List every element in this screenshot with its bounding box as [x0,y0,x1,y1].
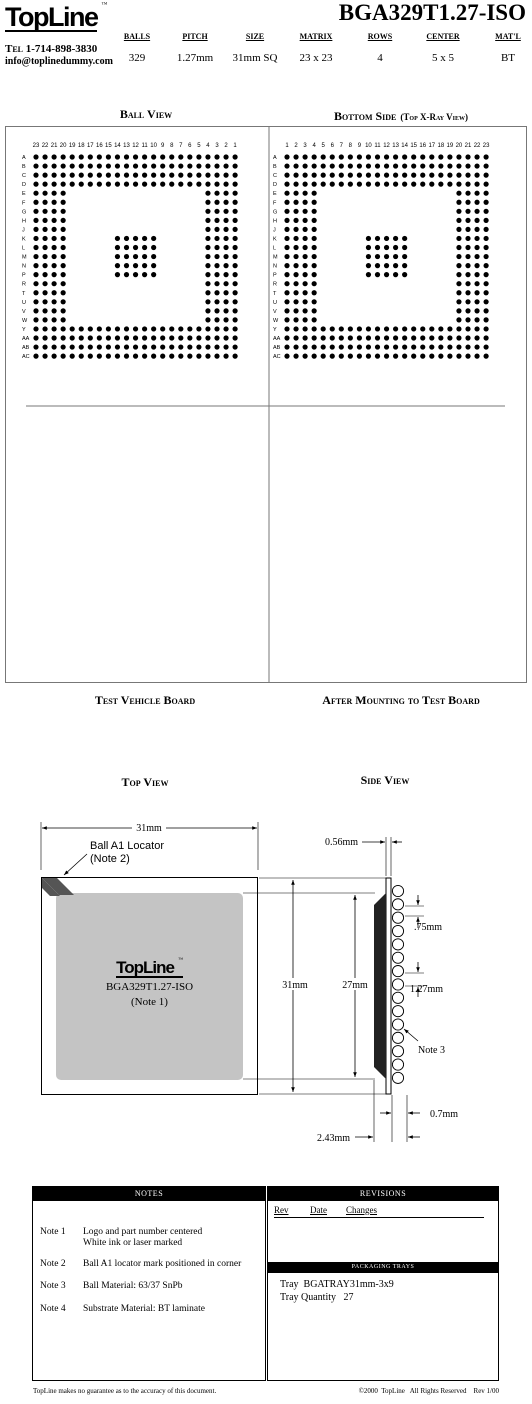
column-label: 8 [348,143,353,149]
dim-27-label: 27mm [342,980,368,991]
locator-label: Ball A1 Locator [90,840,164,852]
column-label: 12 [383,143,390,149]
column-label: 14 [114,143,121,149]
row-label: N [22,263,26,270]
column-label: 19 [446,143,454,149]
side-ball [392,1072,403,1083]
footer-copyright: ©2000 TopLine All Rights Reserved Rev 1/00 [358,1387,499,1395]
column-label: 11 [141,143,148,149]
column-label: 13 [123,143,130,149]
column-label: 5 [197,143,201,149]
side-ball [392,1032,403,1043]
row-label: D [22,182,26,189]
locator-leader [64,854,87,875]
substrate-side [386,878,391,1094]
row-label: R [22,281,26,288]
row-label: G [22,209,27,216]
row-label: P [273,272,277,279]
spec-label-4: ROWS [367,32,393,41]
dim-31-label: 31mm [282,980,308,991]
side-ball [392,1006,403,1017]
row-label: F [22,200,26,207]
tel-prefix: Tel [5,43,24,55]
row-label: V [22,308,26,315]
width-dim-label: 31mm [136,823,162,834]
row-label: AB [22,345,30,352]
email: info@topline​dummy.com [5,56,113,67]
bottom-side-sublabel: (Top X-Ray View) [400,112,469,122]
spec-value-2: 31mm SQ [232,52,278,64]
row-label: M [273,254,278,261]
column-label: 1 [233,143,237,149]
column-label: 22 [473,143,481,149]
revisions-columns [274,1205,484,1218]
row-label: A [273,155,277,161]
note-text-line2: White ink or laser marked [83,1238,183,1248]
packaging-qty: Tray Quantity 27 [280,1292,354,1303]
column-label: 2 [294,143,298,149]
row-label: P [22,272,26,279]
side-view-title: Side View [360,773,410,787]
row-label: G [273,209,278,216]
test-vehicle-title: Test Vehicle Board [94,693,196,707]
side-ball [392,1046,403,1057]
row-label: V [273,308,277,315]
note-number: Note 4 [40,1304,66,1314]
spec-value-5: 5 x 5 [432,52,454,64]
ball-view-title: Ball View [119,107,173,121]
row-label: AB [273,345,281,352]
row-label: T [22,290,26,297]
package-part-number: BGA329T1.27-ISO [105,981,194,993]
note-text: Ball Material: 63/37 SnPb [83,1281,183,1291]
package-marking [56,958,243,1008]
note3-label: Note 3 [418,1045,445,1056]
column-label: 4 [206,143,210,149]
note-text: Logo and part number centered [83,1227,203,1237]
trademark: ™ [101,2,108,8]
column-label: 14 [401,143,408,149]
spec-label-5: CENTER [426,32,460,41]
row-label: AC [22,354,30,361]
row-label: N [273,263,277,270]
side-view-balls [392,885,403,1083]
column-label: 17 [86,143,94,149]
column-label: 10 [365,143,372,149]
side-ball [392,885,403,896]
note3-leader [404,1029,418,1041]
column-label: 6 [330,143,334,149]
row-label: A [22,155,26,161]
column-label: 17 [428,143,436,149]
row-label: T [273,290,277,297]
row-label: J [273,227,276,234]
column-label: 3 [303,143,307,149]
column-label: 21 [50,143,58,149]
column-label: 13 [392,143,399,149]
top-view-title: Top View [121,775,169,789]
row-label: L [273,245,277,252]
row-label: K [22,236,26,243]
column-label: 2 [224,143,228,149]
row-label: AA [22,336,30,342]
spec-value-4: 4 [377,52,383,64]
row-label: W [273,317,279,324]
row-label: D [273,182,277,189]
revisions-header: REVISIONS [268,1187,498,1201]
notes-panel [32,1186,266,1381]
side-ball [392,952,403,963]
locator-note: (Note 2) [90,853,130,865]
side-ball [392,966,403,977]
bottom-side-label: Bottom Side [333,109,397,123]
dim-07-label: 0.7mm [430,1109,459,1120]
col-date: Date [310,1205,327,1215]
note-number: Note 1 [40,1227,66,1237]
side-ball [392,939,403,950]
tel-number: 1-714-898-3830 [25,43,98,55]
row-label: C [273,173,277,180]
column-label: 21 [464,143,472,149]
row-label: Y [273,326,277,333]
spec-value-3: 23 x 23 [299,52,333,64]
dim-075-label: .75mm [414,922,443,933]
revisions-panel [267,1186,499,1381]
column-label: 8 [170,143,174,149]
spec-label-6: MAT'L [495,32,521,41]
row-label: R [273,281,277,288]
column-label: 20 [59,143,67,149]
row-label: Y [22,326,26,333]
side-ball [392,1019,403,1030]
spec-label-0: BALLS [123,32,151,41]
column-label: 16 [419,143,427,149]
column-label: 7 [179,143,183,149]
spec-value-6: BT [500,52,516,64]
side-ball [392,899,403,910]
dim-056-label: 0.56mm [325,837,359,848]
packaging-header: PACKAGING TRAYS [268,1262,498,1273]
after-mounting-title: After Mounting to Test Board [322,693,480,707]
row-label: H [22,218,26,225]
mold-cap-side [374,893,386,1079]
column-label: 1 [285,143,289,149]
spec-label-1: PITCH [182,32,208,41]
column-label: 3 [215,143,219,149]
note-text: Substrate Material: BT laminate [83,1304,205,1314]
column-label: 9 [357,143,362,149]
spec-value-0: 329 [128,52,146,64]
column-label: 10 [150,143,157,149]
side-ball [392,925,403,936]
logo-text: TopLine [5,2,98,32]
spec-label-2: SIZE [245,32,265,41]
row-label: M [22,254,27,261]
side-ball [392,992,403,1003]
row-label: AA [273,336,281,342]
row-label: E [22,191,26,198]
dim-243-label: 2.43mm [317,1133,351,1144]
column-label: 15 [410,143,418,149]
package-note: (Note 1) [131,996,168,1008]
column-label: 19 [68,143,76,149]
note-number: Note 3 [40,1281,66,1291]
column-label: 22 [41,143,49,149]
row-label: E [273,191,277,198]
row-label: H [273,218,277,225]
col-changes: Changes [346,1205,377,1215]
side-ball [392,912,403,923]
spec-value-1: 1.27mm [176,52,214,64]
side-ball [392,979,403,990]
row-label: B [273,164,277,171]
document-title: BGA329T1.27-ISO [338,0,526,25]
column-label: 18 [437,143,445,149]
column-label: 4 [312,143,316,149]
notes-header: NOTES [33,1187,265,1201]
row-label: L [22,245,26,252]
package-logo: TopLine ™ [116,958,183,977]
column-label: 9 [161,143,165,149]
note-text: Ball A1 locator mark positioned in corner [83,1259,242,1269]
dim-127-label: 1.27mm [410,984,444,995]
row-label: W [22,317,28,324]
row-label: U [22,299,26,306]
column-label: 23 [482,143,490,149]
column-label: 20 [455,143,463,149]
column-label: 15 [105,143,112,149]
column-label: 12 [132,143,139,149]
footer-disclaimer: TopLine makes no guarantee as to the accuracy of this document. [33,1387,217,1395]
packaging-tray: Tray BGATRAY31mm-3x9 [280,1279,394,1290]
spec-label-3: MATRIX [299,32,333,41]
row-label: F [273,200,277,207]
row-label: K [273,236,277,243]
col-rev: Rev [274,1205,289,1215]
column-label: 16 [96,143,103,149]
column-label: 18 [77,143,85,149]
column-label: 11 [374,143,381,149]
column-label: 6 [188,143,192,149]
side-ball [392,1059,403,1070]
row-label: C [22,173,26,180]
column-label: 23 [32,143,40,149]
note-number: Note 2 [40,1259,66,1269]
column-label: 5 [321,143,325,149]
row-label: U [273,299,277,306]
column-label: 7 [339,143,343,149]
row-label: AC [273,354,281,361]
row-label: J [22,227,25,234]
row-label: B [22,164,26,171]
